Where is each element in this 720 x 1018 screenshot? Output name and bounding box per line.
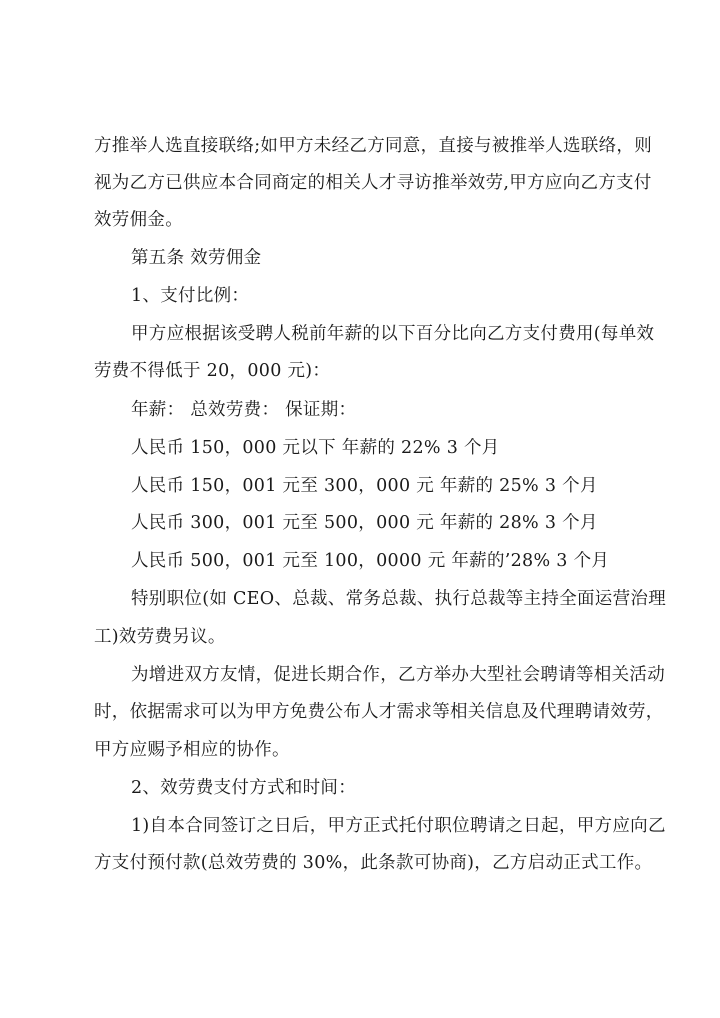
paragraph-line: 效劳佣金。 [94,210,183,230]
paragraph-line: 方推举人选直接联络;如甲方未经乙方同意，直接与被推举人选联络，则 [94,136,652,156]
subsection-heading: 1、支付比例： [131,286,250,306]
paragraph-line: 1)自本合同签订之日后，甲方正式托付职位聘请之日起，甲方应向乙 [131,816,666,836]
fee-table-row: 人民币 300，001 元至 500，000 元 年薪的 28% 3 个月 [131,513,598,533]
subsection-heading: 2、效劳费支付方式和时间： [131,778,357,798]
paragraph-line: 为增进双方友情，促进长期合作，乙方举办大型社会聘请等相关活动 [131,665,665,685]
fee-table-row: 人民币 500，001 元至 100，0000 元 年薪的’28% 3 个月 [131,551,610,571]
fee-table-row: 人民币 150，000 元以下 年薪的 22% 3 个月 [131,438,500,458]
fee-table-header: 年薪： 总效劳费： 保证期： [131,400,357,420]
paragraph-line: 工)效劳费另议。 [94,627,226,647]
paragraph-line: 特别职位(如 CEO、总裁、常务总裁、执行总裁等主持全面运营治理 [131,589,666,609]
paragraph-line: 甲方应根据该受聘人税前年薪的以下百分比向乙方支付费用(每单效 [131,324,655,344]
paragraph-line: 甲方应赐予相应的协作。 [94,740,290,760]
paragraph-line: 视为乙方已供应本合同商定的相关人才寻访推举效劳,甲方应向乙方支付 [94,173,652,193]
paragraph-line: 劳费不得低于 20，000 元)： [94,361,331,381]
fee-table-row: 人民币 150，001 元至 300，000 元 年薪的 25% 3 个月 [131,476,598,496]
section-heading: 第五条 效劳佣金 [131,248,262,268]
paragraph-line: 方支付预付款(总效劳费的 30%，此条款可协商)，乙方启动正式工作。 [94,853,653,873]
paragraph-line: 时，依据需求可以为甲方免费公布人才需求等相关信息及代理聘请效劳， [94,702,664,722]
